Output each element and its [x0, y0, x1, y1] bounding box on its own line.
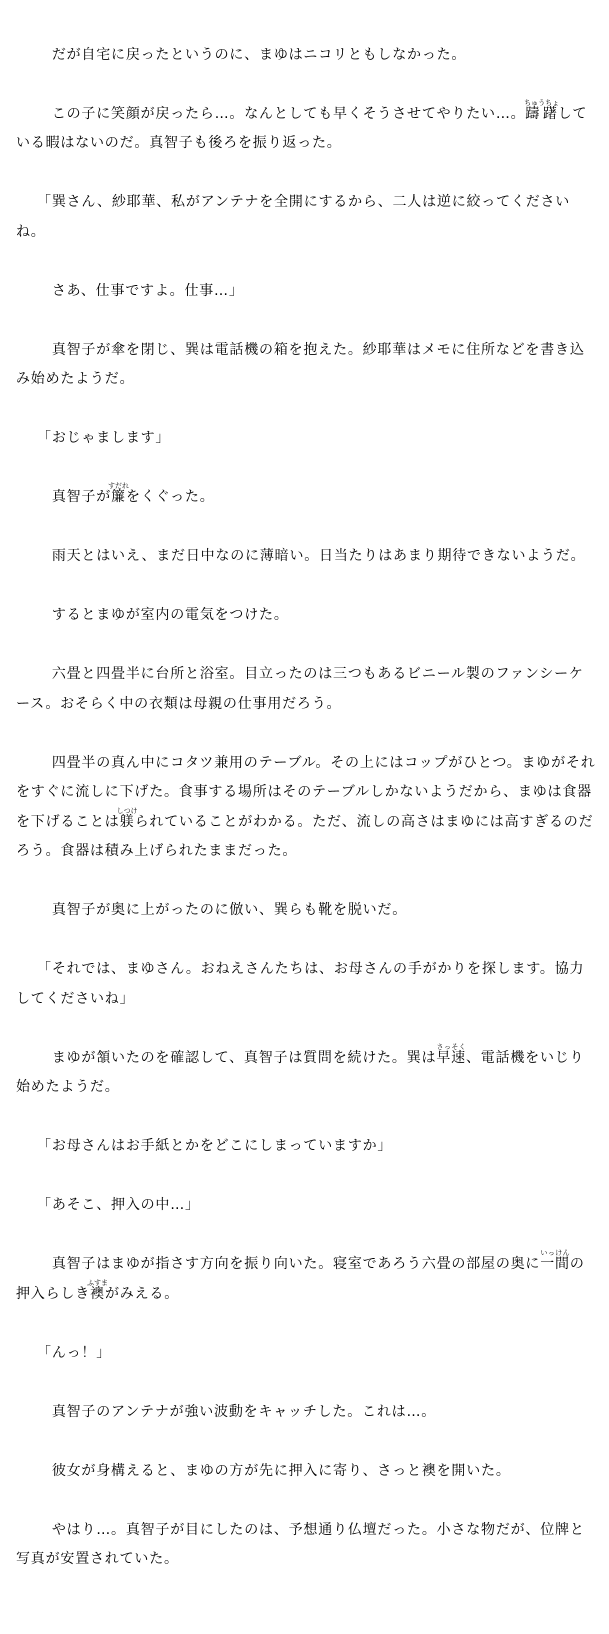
paragraph: この子に笑顔が戻ったら…。なんとしても早くそうさせてやりたい…。躊躇ちゅうちょしている暇はないのだ。真智子も後ろを振り返った。: [16, 98, 588, 151]
paragraph: 真智子はまゆが指さす方向を振り向いた。寝室であろう六畳の部屋の奥に一間いっけんの押入らしき襖ふすまがみえる。: [16, 1249, 585, 1302]
ruby-word: 躾しつけ: [116, 806, 138, 830]
paragraph: まゆが頷いたのを確認して、真智子は質問を続けた。巽は早速さっそく、電話機をいじり始めたようだ。: [16, 1042, 585, 1095]
ruby-word: 簾すだれ: [108, 482, 130, 505]
body-text: [16, 11, 596, 1634]
ruby-word: 襖ふすま: [87, 1278, 108, 1302]
paragraph: 「巽さん、紗耶華、私がアンテナを全開にするから、二人は逆に絞ってくださいね。: [16, 194, 571, 240]
ruby-word: 早速さっそく: [436, 1042, 466, 1066]
paragraph: 真智子が傘を閉じ、巽は電話機の箱を抱えた。紗耶華はメモに住所などを書き込み始めたようだ。: [16, 341, 585, 387]
paragraph: 真智子が簾すだれをくぐった。: [37, 482, 215, 505]
paragraph: だが自宅に戻ったというのに、まゆはニコリともしなかった。: [51, 46, 467, 63]
paragraph: さあ、仕事ですよ。仕事…」: [51, 282, 244, 299]
paragraph: 「お母さんはお手紙とかをどこにしまっていますか」: [37, 1138, 393, 1154]
ruby-word: 躊躇ちゅうちょ: [524, 98, 560, 122]
paragraph: 雨天とはいえ、まだ日中なのに薄暗い。日当たりはあまり期待できないようだ。: [51, 548, 586, 564]
paragraph: 「おじゃまします」: [37, 430, 171, 446]
paragraph: 「あそこ、押入の中…」: [37, 1197, 200, 1213]
paragraph: 六畳と四畳半に台所と浴室。目立ったのは三つもあるビニール製のファンシーケース。おそらく中の衣類は母親の仕事用だろう。: [16, 666, 584, 712]
paragraph: するとまゆが室内の電気をつけた。: [51, 607, 289, 623]
paragraph: 真智子のアンテナが強い波動をキャッチした。これは…。: [51, 1403, 437, 1420]
paragraph: 彼女が身構えると、まゆの方が先に押入に寄り、さっと襖を開いた。: [51, 1462, 511, 1479]
paragraph: 「それでは、まゆさん。おねえさんたちは、お母さんの手がかりを探します。協力してくださいね」: [16, 961, 585, 1007]
paragraph: 四畳半の真ん中にコタツ兼用のテーブル。その上にはコップがひとつ。まゆがそれをすぐに流しに下げた。食事する場所はそのテーブルしかないようだから、まゆは食器を下げることは躾しつけられていることがわかる。ただ、流しの高さはまゆには高すぎるのだろう。食器は積み上げられたままだった。: [16, 754, 596, 859]
ruby-word: 一間いっけん: [540, 1249, 570, 1272]
paragraph: やはり…。真智子が目にしたのは、予想通り仏壇だった。小さな物だが、位牌と写真が安置されていた。: [16, 1521, 585, 1567]
paragraph: 真智子が奥に上がったのに倣い、巽らも靴を脱いだ。: [51, 902, 408, 918]
paragraph: 「んっ！」: [37, 1344, 112, 1361]
